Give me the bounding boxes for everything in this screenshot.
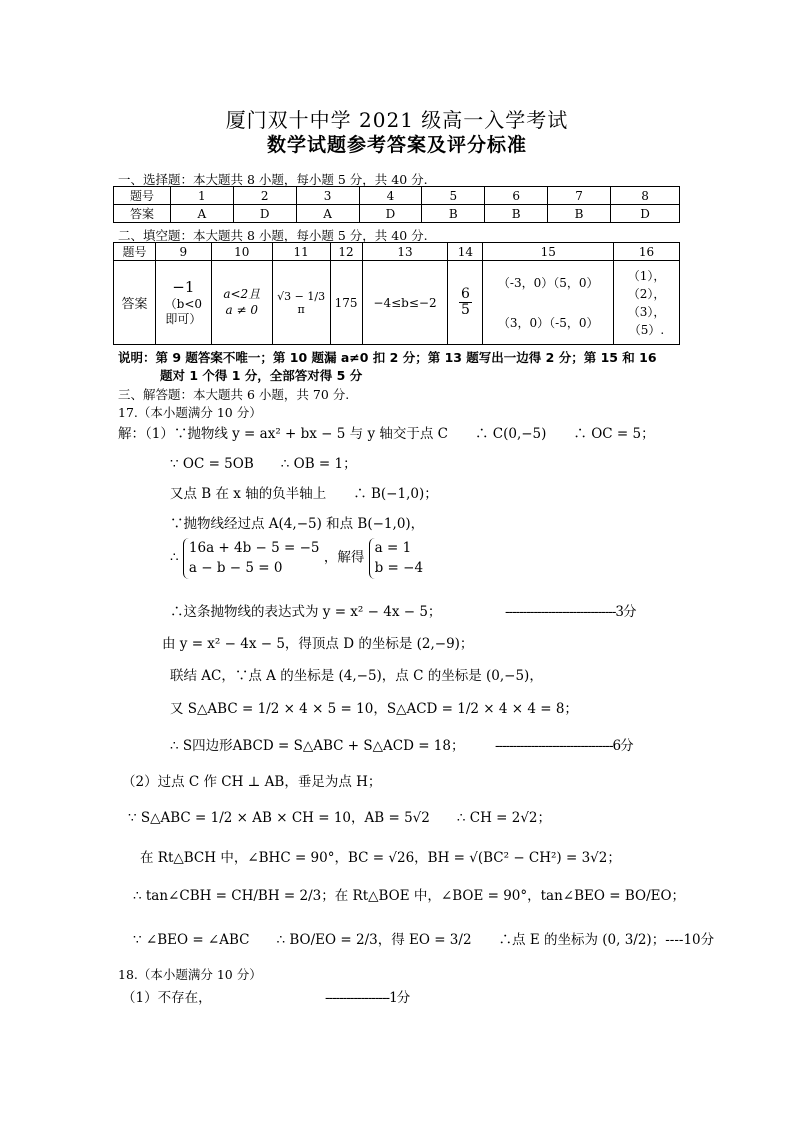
equation-solution: [369, 538, 423, 579]
solution-line: 解：（1）∵抛物线 y = ax² + bx − 5 与 y 轴交于点 C ∴ C(0,−5) ∴ OC = 5；: [118, 426, 655, 442]
answer-16-line: （5）.: [628, 322, 665, 337]
solution-line: 联结 AC，∵点 A 的坐标是 (4,−5)，点 C 的坐标是 (0,−5)，: [170, 668, 543, 684]
table-cell: 7: [548, 187, 611, 205]
equation: b = −4: [374, 560, 424, 577]
answer-16: [614, 261, 680, 345]
equation-system: [183, 538, 320, 579]
table-row: [114, 205, 680, 223]
therefore-icon: ∴: [170, 549, 179, 566]
table-cell: B: [422, 205, 485, 223]
choice-answer-table: [113, 186, 680, 223]
table-cell: A: [296, 205, 359, 223]
page-subtitle: 数学试题参考答案及评分标准: [266, 134, 527, 156]
row-label: 题号: [114, 243, 156, 261]
table-row: [114, 261, 680, 345]
table-cell: 10: [211, 243, 272, 261]
table-cell: B: [485, 205, 548, 223]
table-cell: 11: [272, 243, 330, 261]
answer-15: [483, 261, 614, 345]
table-cell: 9: [155, 243, 211, 261]
table-row: [114, 187, 680, 205]
answer-14: [448, 261, 483, 345]
page-title: 厦门双十中学 2021 级高一入学考试: [225, 108, 569, 132]
table-cell: 15: [483, 243, 614, 261]
equation: a − b − 5 = 0: [188, 560, 283, 577]
answer-15-line: （-3，0）（5，0）: [497, 275, 599, 290]
q18-heading: 18.（本小题满分 10 分）: [118, 967, 262, 982]
equation: a = 1: [374, 540, 412, 556]
table-cell: 3: [296, 187, 359, 205]
score-mark: ---------------------------------6分: [495, 738, 633, 754]
answer-10: [211, 261, 272, 345]
table-cell: 14: [448, 243, 483, 261]
table-cell: 2: [233, 187, 296, 205]
answer-9-note: （b<0: [164, 296, 203, 311]
solution-line: 又 S△ABC = 1/2 × 4 × 5 = 10，S△ACD = 1/2 × 4 × 4 = 8；: [170, 701, 578, 717]
solution-line: （2）过点 C 作 CH ⊥ AB，垂足为点 H；: [122, 774, 382, 790]
answer-14-denominator: 5: [460, 302, 470, 318]
solution-line: ∵抛物线经过点 A(4,−5) 和点 B(−1,0)，: [170, 516, 425, 532]
table-cell: 13: [362, 243, 448, 261]
scoring-note: 题对 1 个得 1 分，全部答对得 5 分: [160, 368, 363, 383]
table-cell: D: [611, 205, 680, 223]
answer-16-line: （3），: [627, 304, 666, 319]
solution-line: 在 Rt△BCH 中，∠BHC = 90°，BC = √26，BH = √(BC² − CH²) = 3√2；: [140, 850, 621, 866]
equation-system-line: [170, 538, 423, 579]
answer-9-note: 即可）: [165, 311, 202, 326]
solution-line: ∴ tan∠CBH = CH/BH = 2/3；在 Rt△BOE 中，∠BOE = 90°，tan∠BEO = BO/EO；: [133, 888, 686, 904]
solution-line: 又点 B 在 x 轴的负半轴上 ∴ B(−1,0)；: [170, 486, 438, 502]
answer-16-line: （1），: [627, 268, 666, 283]
answer-15-line: （3，0）（-5，0）: [497, 315, 599, 330]
table-cell: D: [233, 205, 296, 223]
table-cell: 16: [614, 243, 680, 261]
solution-line: ∴ S四边形ABCD = S△ABC + S△ACD = 18；: [170, 738, 465, 754]
fill-answer-table: [113, 242, 680, 345]
table-cell: 1: [170, 187, 233, 205]
section3-heading: 三、解答题：本大题共 6 小题，共 70 分.: [118, 387, 350, 402]
scoring-note: 说明：第 9 题答案不唯一；第 10 题漏 a≠0 扣 2 分；第 13 题写出一边得 2 分；第 15 和 16: [118, 350, 657, 365]
table-cell: 12: [330, 243, 362, 261]
solution-line: （1）不存在，: [122, 990, 212, 1006]
row-label: 答案: [114, 205, 171, 223]
row-label: 题号: [114, 187, 171, 205]
q17-heading: 17.（本小题满分 10 分）: [118, 405, 262, 420]
answer-10-line: a ≠ 0: [225, 302, 258, 317]
answer-16-line: （2），: [627, 286, 666, 301]
equation: 16a + 4b − 5 = −5: [188, 540, 320, 556]
solve-label: ，解得: [323, 549, 365, 566]
score-mark: -------------------------------3分: [505, 604, 636, 620]
section1-heading: 一、选择题：本大题共 8 小题，每小题 5 分，共 40 分.: [118, 172, 428, 187]
solution-line: ∴这条抛物线的表达式为 y = x² − 4x − 5；: [170, 604, 442, 620]
table-cell: B: [548, 205, 611, 223]
table-cell: 8: [611, 187, 680, 205]
solution-line: ∵ OC = 5OB ∴ OB = 1；: [170, 456, 357, 472]
section2-heading: 二、填空题：本大题共 8 小题，每小题 5 分，共 40 分.: [118, 228, 428, 243]
table-cell: 5: [422, 187, 485, 205]
score-mark: ------------------1分: [325, 990, 410, 1006]
table-cell: A: [170, 205, 233, 223]
answer-13: −4≤b≤−2: [362, 261, 448, 345]
solution-line: ∵ S△ABC = 1/2 × AB × CH = 10，AB = 5√2 ∴ CH = 2√2；: [128, 810, 552, 826]
answer-10-line: a<2且: [223, 286, 261, 301]
solution-line: 由 y = x² − 4x − 5，得顶点 D 的坐标是 (2,−9)；: [162, 636, 474, 652]
table-cell: D: [359, 205, 422, 223]
table-cell: 6: [485, 187, 548, 205]
table-cell: 4: [359, 187, 422, 205]
row-label: 答案: [114, 261, 156, 345]
answer-9: [155, 261, 211, 345]
answer-9-main: −1: [172, 278, 195, 297]
answer-11: √3 − 1/3 π: [272, 261, 330, 345]
answer-12: 175: [330, 261, 362, 345]
answer-14-numerator: 6: [460, 286, 470, 303]
solution-line: ∵ ∠BEO = ∠ABC ∴ BO/EO = 2/3，得 EO = 3/2 ∴点 E 的坐标为 (0, 3/2)；----10分: [133, 932, 715, 948]
table-row: [114, 243, 680, 261]
